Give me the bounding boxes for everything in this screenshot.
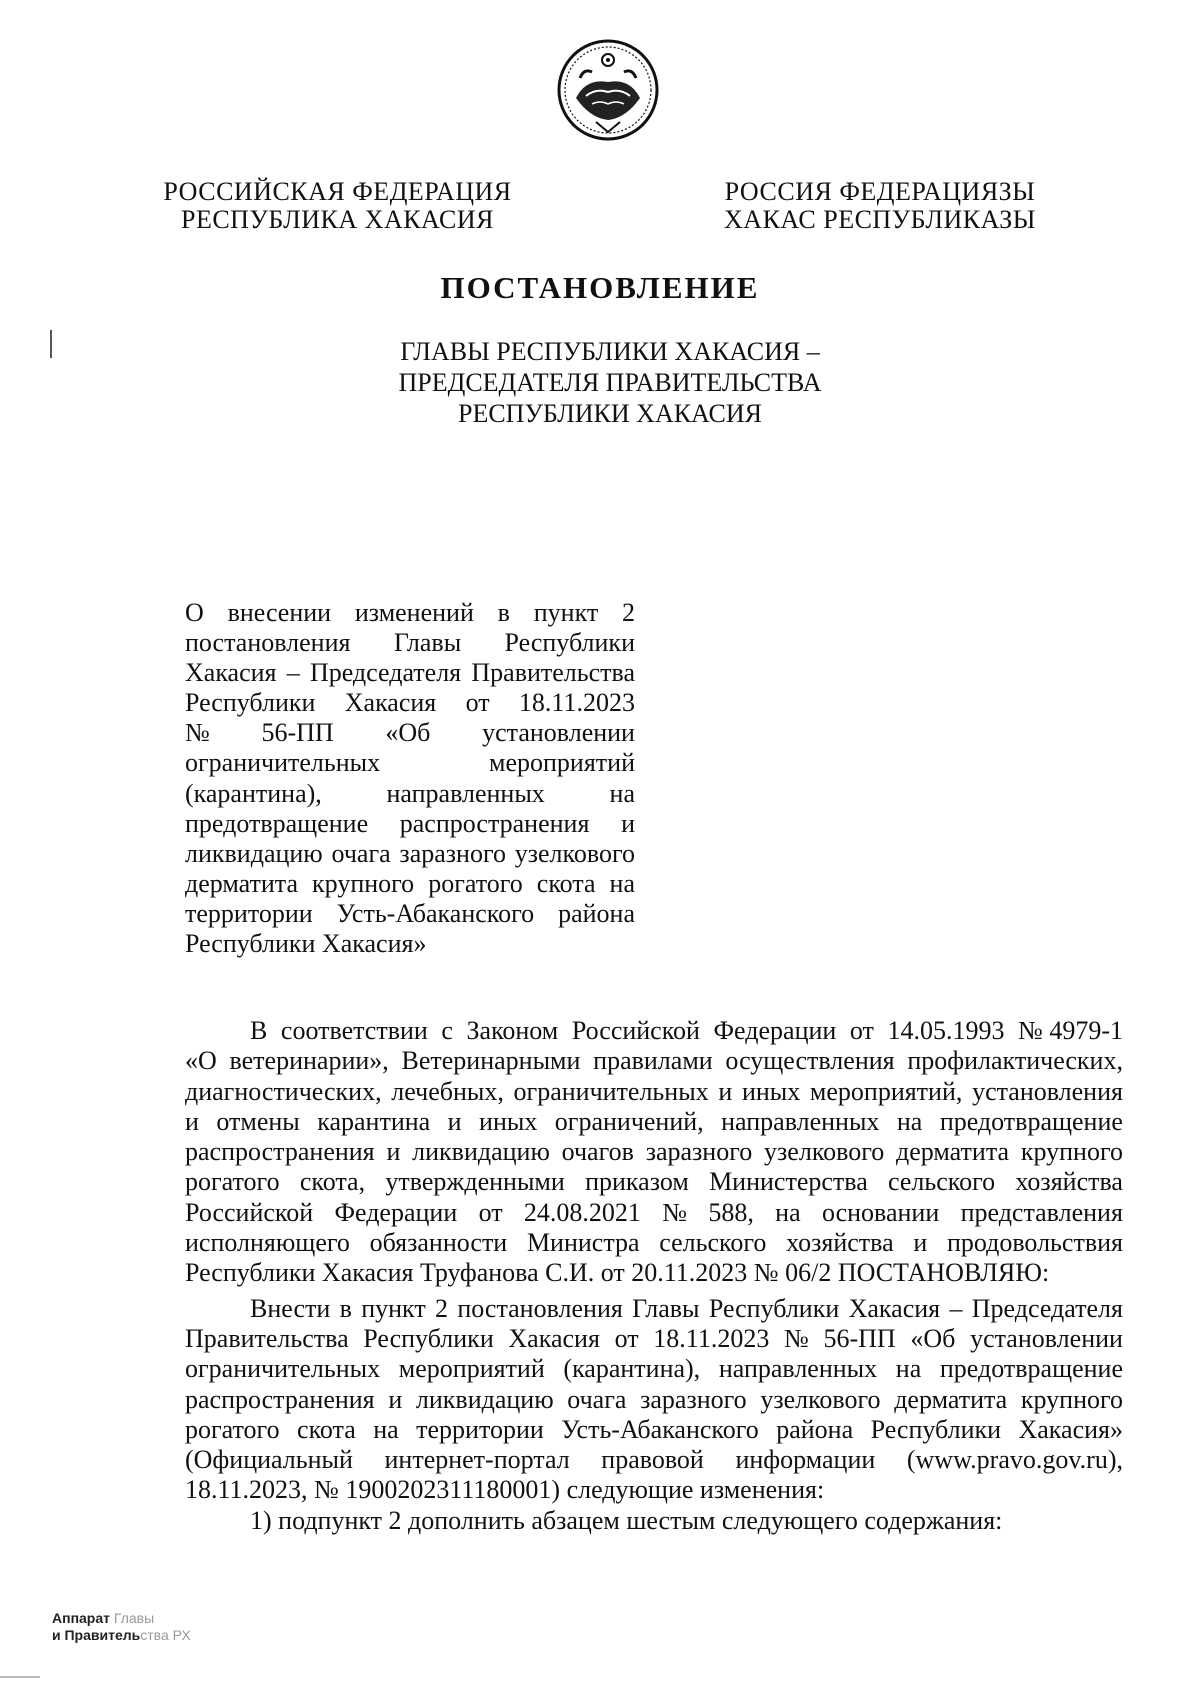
body-line (185, 1324, 1123, 1354)
body-word: исполняющего (185, 1228, 350, 1258)
body-word: В (250, 1016, 268, 1045)
body-word: 14.05.1993 (887, 1016, 1005, 1045)
body-word: в (339, 1293, 352, 1323)
body-word: основании (821, 1197, 940, 1227)
body-word: интернет-портал (384, 1445, 570, 1475)
body-word: постановления (457, 1293, 623, 1323)
body-word: Российской (571, 1016, 700, 1045)
body-word: Министерства (709, 1167, 868, 1197)
heading-line: Республики Хакасия» (185, 929, 427, 959)
body-word: Ветеринарными (401, 1046, 581, 1076)
heading-line (185, 748, 635, 778)
body-word: хозяйства (1015, 1167, 1123, 1197)
body-word: от (478, 1197, 503, 1227)
body-word: ограничительных (185, 1354, 381, 1384)
heading-line (185, 688, 635, 718)
body-word: распространения (185, 1137, 375, 1167)
body-word: «О (185, 1046, 217, 1076)
body-word: Республики (363, 1323, 494, 1353)
body-word: иных (479, 1106, 538, 1136)
body-word: района (776, 1414, 854, 1444)
body-word: профилактических, (907, 1046, 1123, 1076)
body-word: 588, (708, 1197, 754, 1227)
body-word: направленных (718, 1354, 878, 1384)
body-line (185, 1415, 1123, 1445)
header-left-line-1: РОССИЙСКАЯ ФЕДЕРАЦИЯ (163, 177, 512, 206)
heading-word: в (497, 598, 510, 627)
heading-word: постановления (185, 628, 351, 658)
body-word: рогатого (185, 1414, 280, 1444)
heading-word: внесении (227, 598, 332, 627)
heading-word: очага (331, 838, 391, 868)
body-word: – (949, 1293, 963, 1323)
body-word: Внести (250, 1293, 331, 1323)
heading-word: изменений (354, 598, 474, 627)
heading-word: ликвидацию (185, 838, 323, 868)
body-word: (www.pravo.gov.ru), (906, 1445, 1123, 1475)
body-word: на (775, 1197, 801, 1227)
body-word: Главы (632, 1293, 700, 1323)
body-line (185, 1046, 1123, 1076)
heading-word: рогатого (428, 868, 523, 898)
body-word: на (373, 1414, 399, 1444)
heading-word: 2 (622, 598, 635, 627)
body-word: Федерации (334, 1197, 458, 1227)
header-right-line-2: ХАКАС РЕСПУБЛИКАЗЫ (724, 205, 1036, 234)
body-word: хозяйства (786, 1228, 894, 1258)
body-line (185, 1107, 1123, 1137)
heading-word: ограничительных (185, 748, 381, 778)
margin-mark (50, 330, 52, 358)
body-line: Республики Хакасия Труфанова С.И. от 20.11.2023 № 06/2 ПОСТАНОВЛЯЮ: (185, 1258, 1050, 1288)
body-word: информации (735, 1445, 876, 1475)
body-line (185, 1354, 1123, 1384)
header-right-line-1: РОССИЯ ФЕДЕРАЦИЯЗЫ (724, 177, 1036, 206)
issuer-line-2: ПРЕДСЕДАТЕЛЯ ПРАВИТЕЛЬСТВА (398, 368, 822, 397)
heading-word: (карантина), (185, 778, 322, 808)
body-word: с (441, 1016, 453, 1045)
body-word: осуществления (725, 1046, 895, 1076)
body-word: Правительства (185, 1323, 349, 1353)
heading-line (185, 869, 635, 899)
body-word: (карантина), (563, 1354, 701, 1384)
heading-word: территории (185, 898, 313, 928)
body-word: мероприятий, (809, 1076, 963, 1106)
body-word: направленных (721, 1106, 880, 1136)
body-word: утвержденными (385, 1167, 565, 1197)
body-line (185, 1167, 1123, 1197)
heading-word: установлении (482, 718, 635, 748)
body-word: приказом (585, 1167, 689, 1197)
heading-line (185, 899, 635, 929)
body-word: ликвидацию (412, 1137, 550, 1167)
heading-word: Правительства (471, 658, 635, 688)
body-word: рогатого (185, 1167, 280, 1197)
body-line: 18.11.2023, № 1900202311180001) следующие изменения: (185, 1475, 825, 1505)
body-word: и (913, 1228, 928, 1258)
body-word: «Об (910, 1323, 956, 1353)
heading-word: 56-ПП (261, 718, 334, 748)
body-word: продовольствия (946, 1228, 1123, 1258)
scan-edge-mark (0, 1676, 40, 1678)
heading-line (185, 658, 635, 688)
body-line (185, 1077, 1123, 1107)
heading-line (185, 839, 635, 869)
heading-word: района (558, 898, 635, 928)
issuer-line-3: РЕСПУБЛИКИ ХАКАСИЯ (457, 399, 762, 428)
body-word: установлении (970, 1323, 1123, 1353)
coat-of-arms-emblem (556, 38, 660, 142)
body-word: № (784, 1323, 809, 1353)
body-word: правовой (601, 1445, 704, 1475)
heading-word: крупного (312, 868, 415, 898)
body-word: 24.08.2021 (523, 1197, 641, 1227)
heading-word: дерматита (185, 868, 299, 898)
document-title: ПОСТАНОВЛЕНИЕ (440, 270, 760, 305)
body-word: ограничений, (554, 1106, 704, 1136)
stamp-line-1-light: Главы (113, 1610, 155, 1626)
heading-line (185, 598, 635, 628)
body-word: и (386, 1137, 401, 1167)
stamp-line-1-dark: Аппарат (52, 1610, 114, 1626)
heading-word: и (621, 808, 635, 838)
issuer-block (300, 336, 920, 429)
body-word: Хакасия» (1018, 1414, 1123, 1444)
heading-word: мероприятий (489, 748, 635, 778)
body-word: узелкового (764, 1137, 885, 1167)
body-word: дерматита (896, 1137, 1010, 1167)
body-word: пункт (361, 1293, 426, 1323)
body-word: на (895, 1354, 922, 1384)
body-word: предотвращение (939, 1354, 1123, 1384)
body-word: карантина (317, 1106, 431, 1136)
heading-word: распространения (399, 808, 590, 838)
heading-word: 18.11.2023 (518, 688, 635, 718)
body-word: заразного (640, 1384, 747, 1414)
heading-line (185, 809, 635, 839)
heading-word: узелкового (514, 838, 635, 868)
body-word: 2 (435, 1293, 449, 1323)
body-line: 1) подпункт 2 дополнить абзацем шестым следующего содержания: (250, 1505, 1003, 1535)
body-word: отмены (216, 1106, 300, 1136)
body-word: территории (416, 1414, 544, 1444)
body-word: Федерации (713, 1016, 837, 1045)
body-word: предотвращение (939, 1106, 1123, 1136)
body-word: Хакасия (508, 1323, 600, 1353)
body-word: Республики (870, 1414, 1002, 1444)
body-word: ограничительных (513, 1076, 709, 1106)
body-word: дерматита (894, 1384, 1008, 1414)
body-word: Министра (526, 1228, 640, 1258)
heading-line (185, 718, 635, 748)
body-word: распространения (185, 1384, 375, 1414)
body-word: Председателя (971, 1293, 1123, 1323)
body-line (185, 1137, 1123, 1167)
body-word: № (662, 1197, 688, 1227)
body-word: и (388, 1384, 403, 1414)
heading-word: Хакасия (344, 688, 437, 718)
body-word: от (614, 1323, 639, 1353)
body-word: ликвидацию (415, 1384, 554, 1414)
body-word: скота, (299, 1167, 366, 1197)
heading-word: О (185, 598, 204, 627)
body-word: мероприятий (398, 1354, 545, 1384)
body-word: и (718, 1076, 733, 1106)
body-word: Хакасия (848, 1293, 941, 1323)
body-word: установления (972, 1076, 1123, 1106)
body-word: Российской (185, 1197, 314, 1227)
body-word: лечебных, (391, 1076, 504, 1106)
body-word: узелкового (760, 1384, 881, 1414)
body-word: № 4979-1 (1018, 1016, 1123, 1045)
body-word: заразного (645, 1137, 753, 1167)
heading-word: Республики (185, 688, 316, 718)
stamp-line-1 (52, 1610, 191, 1627)
body-word: на (896, 1106, 923, 1136)
body-line (185, 1294, 1123, 1324)
stamp-line-2-dark: и Правитель (52, 1627, 141, 1643)
document-body (185, 1016, 1123, 1536)
body-word: крупного (1020, 1384, 1123, 1414)
heading-word: направленных (386, 778, 545, 808)
body-word: от (849, 1016, 874, 1045)
body-word: сельского (888, 1167, 996, 1197)
heading-word: Республики (504, 628, 635, 658)
body-word: очага (567, 1384, 627, 1414)
header-left-line-2: РЕСПУБЛИКА ХАКАСИЯ (180, 205, 494, 234)
body-word: крупного (1020, 1137, 1123, 1167)
heading-word: Хакасия (185, 658, 277, 688)
body-word: иных (741, 1076, 801, 1106)
heading-word: предотвращение (185, 808, 369, 838)
body-line (185, 1385, 1123, 1415)
body-word: ветеринарии», (229, 1046, 389, 1076)
stamp-line-2-light: ства РХ (140, 1627, 191, 1643)
body-line (185, 1228, 1123, 1258)
body-word: и (185, 1106, 199, 1136)
body-word: Республики (708, 1293, 840, 1323)
header-russian (150, 178, 525, 234)
heading-word: от (465, 688, 490, 718)
heading-word: Усть-Абаканского (336, 898, 535, 928)
heading-word: пункт (533, 598, 599, 627)
heading-word: скота (536, 868, 596, 898)
header-khakas (700, 178, 1060, 234)
body-word: Законом (466, 1016, 559, 1045)
body-word: (Официальный (185, 1445, 353, 1475)
body-word: представления (960, 1197, 1123, 1227)
office-stamp (52, 1610, 191, 1644)
body-line (185, 1445, 1123, 1475)
body-word: скота (297, 1414, 356, 1444)
heading-line (185, 628, 635, 658)
body-line (185, 1016, 1123, 1046)
body-word: и (447, 1106, 462, 1136)
body-word: очагов (561, 1137, 634, 1167)
heading-word: на (609, 778, 635, 808)
heading-word: Председателя (309, 658, 462, 688)
heading-word: «Об (385, 718, 431, 748)
body-word: правилами (593, 1046, 713, 1076)
body-word: 18.11.2023 (653, 1323, 770, 1353)
heading-line (185, 779, 635, 809)
heading-word: – (286, 658, 300, 688)
body-word: Усть-Абаканского (561, 1414, 759, 1444)
body-line (185, 1198, 1123, 1228)
body-word: сельского (659, 1228, 767, 1258)
heading-word: на (609, 868, 635, 898)
body-word: 56-ПП (823, 1323, 896, 1353)
heading-word: № (185, 718, 210, 748)
body-word: соответствии (280, 1016, 428, 1045)
body-word: диагностических, (185, 1076, 382, 1106)
stamp-line-2 (52, 1627, 191, 1644)
body-word: обязанности (369, 1228, 508, 1258)
heading-word: заразного (399, 838, 506, 868)
document-subject-heading (185, 598, 635, 959)
heading-word: Главы (393, 628, 462, 658)
issuer-line-1: ГЛАВЫ РЕСПУБЛИКИ ХАКАСИЯ – (400, 337, 820, 366)
